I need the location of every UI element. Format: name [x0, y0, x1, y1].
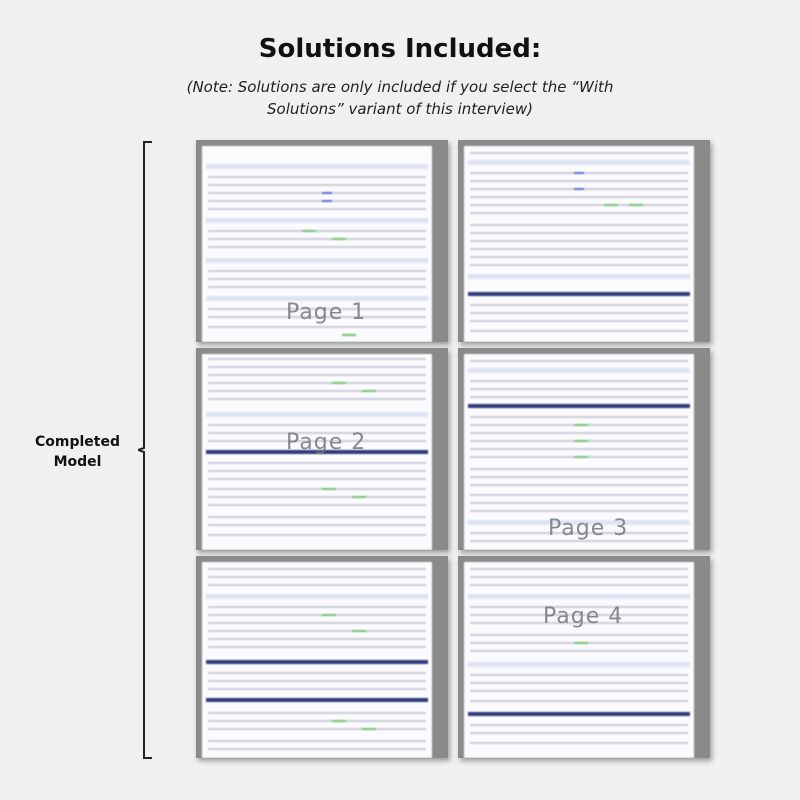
page-label: Page 2: [286, 430, 367, 455]
solutions-note: (Note: Solutions are only included if you select the “With Solutions” variant of this interview): [186, 78, 614, 118]
page-title: Solutions Included:: [258, 34, 542, 64]
completed-model-label: Completed Model: [34, 434, 120, 470]
page-label: Page 3: [548, 516, 629, 541]
page-label: Page 1: [286, 300, 367, 325]
page-thumbnail: [196, 348, 448, 550]
page-thumbnail: [458, 348, 710, 550]
page-thumbnail: [196, 556, 448, 758]
page-thumbnail: [196, 140, 448, 342]
page-label: Page 4: [543, 604, 624, 629]
page-thumbnail: [458, 140, 710, 342]
left-brace: [138, 140, 158, 760]
page-thumbnail: [458, 556, 710, 758]
